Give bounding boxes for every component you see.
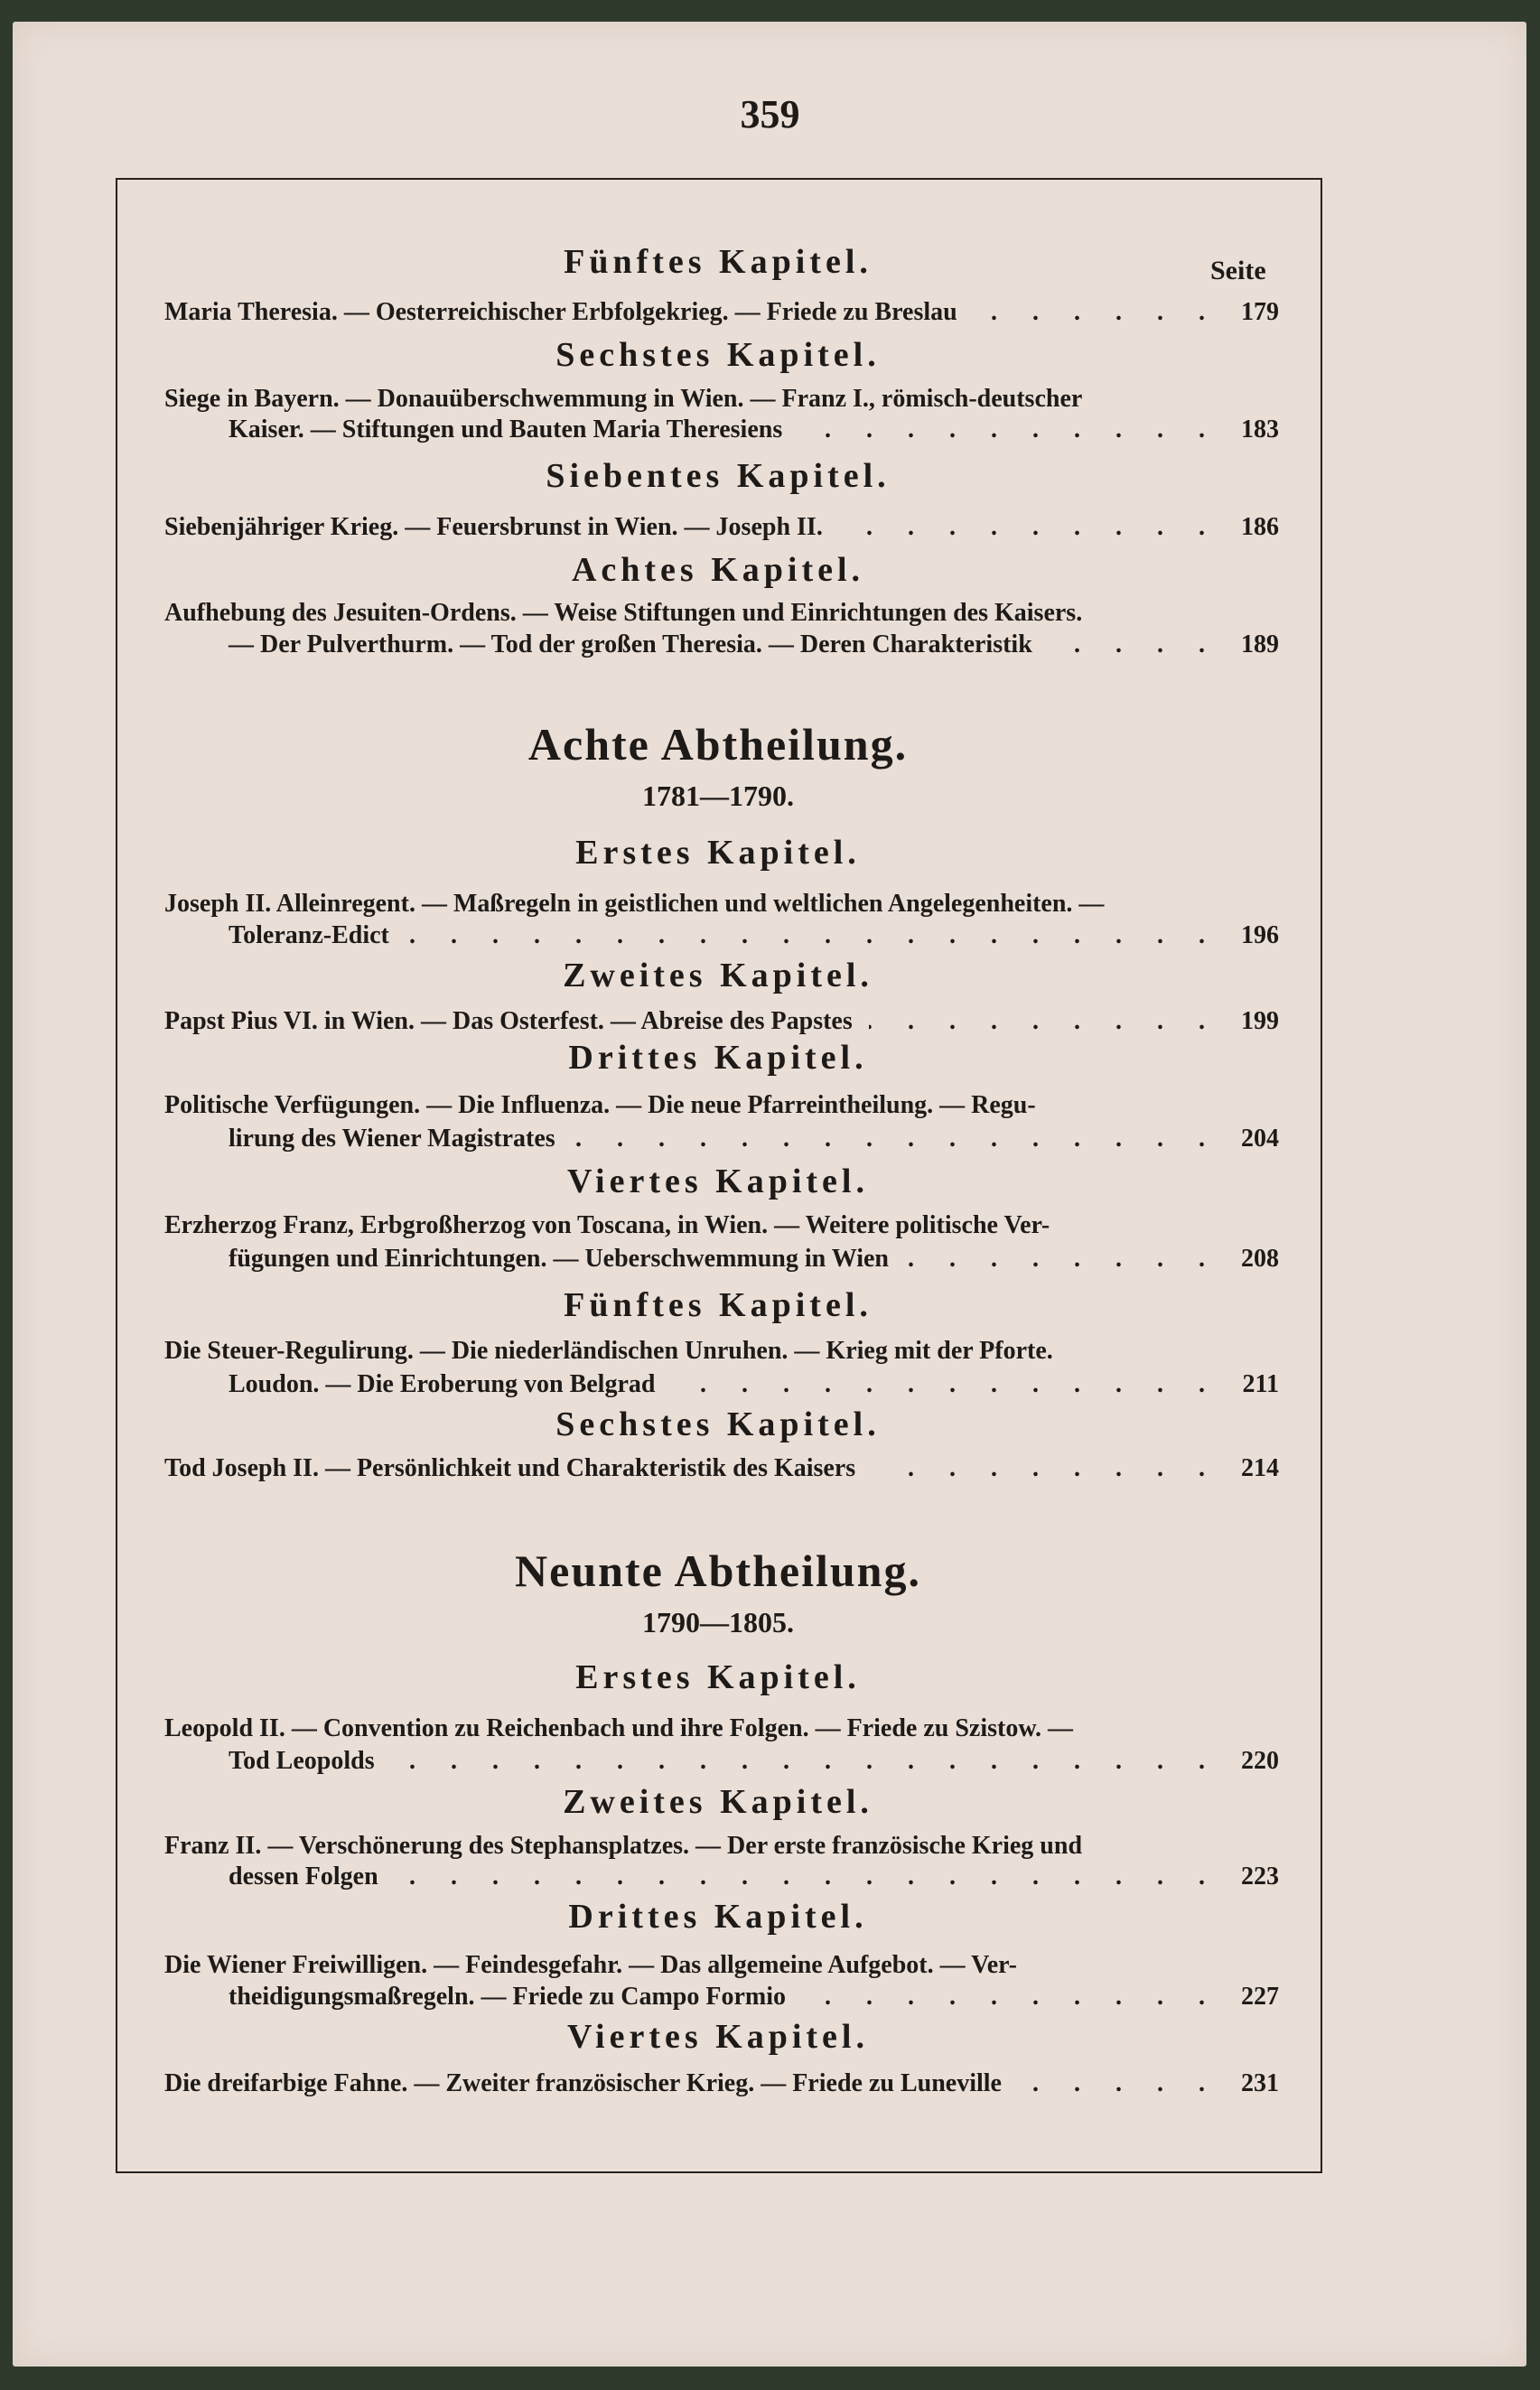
entry-text: Erzherzog Franz, Erbgroßherzog von Toscana, in Wien. — Weitere politische Ver- (164, 1211, 1050, 1239)
entry-text: fügungen und Einrichtungen. — Ueberschwemmung in Wien (229, 1245, 889, 1273)
section-title: Achte Abtheilung. (527, 719, 909, 770)
dot-leader (869, 1005, 1219, 1038)
entry-text: Politische Verfügungen. — Die Influenza. — Die neue Pfarreintheilung. — Regu- (164, 1091, 1036, 1119)
entry-page: 211 (1242, 1370, 1279, 1398)
toc-entry (164, 296, 1279, 329)
toc-entry (229, 1243, 1279, 1275)
toc-entry (164, 511, 1279, 544)
dot-leader (1018, 2068, 1219, 2100)
toc-entry (229, 1123, 1279, 1155)
dot-leader (974, 296, 1219, 329)
dot-leader (671, 1368, 1219, 1401)
entry-text: Tod Leopolds (229, 1747, 375, 1775)
section-title: Neunte Abtheilung. (515, 1545, 921, 1596)
chapter-heading: Fünftes Kapitel. (564, 1286, 873, 1324)
toc-entry (229, 920, 1279, 952)
entry-page: 196 (1241, 921, 1279, 949)
entry-text: Loudon. — Die Eroberung von Belgrad (229, 1370, 656, 1398)
chapter-heading: Drittes Kapitel. (568, 1898, 868, 1936)
section-years: 1781—1790. (642, 780, 794, 812)
chapter-heading: Siebentes Kapitel. (546, 457, 891, 495)
toc-entry-line (164, 597, 1279, 630)
entry-text: Die Wiener Freiwilligen. — Feindesgefahr. — Das allgemeine Aufgebot. — Ver- (164, 1951, 1017, 1979)
chapter-heading: Zweites Kapitel. (563, 1783, 873, 1821)
dot-leader (839, 511, 1219, 544)
chapter-heading: Zweites Kapitel. (563, 957, 873, 994)
toc-entry-line (164, 1089, 1279, 1122)
entry-page: 208 (1241, 1245, 1279, 1273)
chapter-heading: Viertes Kapitel. (567, 1162, 869, 1200)
toc-entry-line (164, 1949, 1279, 1982)
dot-leader (802, 1981, 1219, 2013)
toc-entry (164, 1005, 1279, 1038)
toc-entry (229, 1861, 1279, 1893)
entry-text: Kaiser. — Stiftungen und Bauten Maria Theresiens (229, 415, 783, 443)
entry-text: Siege in Bayern. — Donauüberschwemmung in Wien. — Franz I., römisch-deutscher (164, 385, 1083, 413)
entry-text: Maria Theresia. — Oesterreichischer Erbfolgekrieg. — Friede zu Breslau (164, 298, 957, 326)
dot-leader (872, 1452, 1219, 1485)
entry-page: 179 (1241, 298, 1279, 326)
entry-text: Leopold II. — Convention zu Reichenbach und ihre Folgen. — Friede zu Szistow. — (164, 1714, 1074, 1742)
dot-leader (798, 414, 1219, 446)
chapter-heading: Sechstes Kapitel. (555, 1405, 881, 1443)
chapter-heading: Drittes Kapitel. (568, 1039, 868, 1077)
section-years: 1790—1805. (642, 1606, 794, 1638)
toc-entry (164, 1452, 1279, 1485)
dot-leader (905, 1243, 1219, 1275)
dot-leader (395, 1861, 1219, 1893)
toc-entry (164, 2068, 1279, 2100)
entry-page: 220 (1241, 1747, 1279, 1775)
entry-text: — Der Pulverthurm. — Tod der großen Theresia. — Deren Charakteristik (229, 630, 1032, 658)
entry-text: Aufhebung des Jesuiten-Ordens. — Weise Stiftungen und Einrichtungen des Kaisers. (164, 599, 1083, 627)
entry-text: Die Steuer-Regulirung. — Die niederländischen Unruhen. — Krieg mit der Pforte. (164, 1337, 1053, 1365)
entry-text: Tod Joseph II. — Persönlichkeit und Charakteristik des Kaisers (164, 1454, 856, 1482)
entry-text: dessen Folgen (229, 1863, 378, 1891)
dot-leader (572, 1123, 1219, 1155)
page-number: 359 (740, 92, 800, 136)
entry-page: 183 (1241, 415, 1279, 443)
entry-text: Toleranz-Edict (229, 921, 389, 949)
toc-entry-line (164, 1713, 1279, 1745)
toc-entry (229, 629, 1279, 661)
entry-page: 227 (1241, 1983, 1279, 2011)
entry-text: theidigungsmaßregeln. — Friede zu Campo Formio (229, 1983, 787, 2011)
entry-page: 231 (1241, 2069, 1279, 2097)
entry-page: 186 (1241, 513, 1279, 541)
toc-entry-line (164, 1830, 1279, 1863)
toc-entry (229, 1745, 1279, 1778)
chapter-heading: Erstes Kapitel. (575, 834, 861, 872)
entry-page: 189 (1241, 630, 1279, 658)
entry-page: 223 (1241, 1863, 1279, 1891)
entry-page: 204 (1241, 1125, 1279, 1153)
toc-entry-line (164, 888, 1279, 920)
entry-text: Die dreifarbige Fahne. — Zweiter französischer Krieg. — Friede zu Luneville (164, 2069, 1002, 2097)
chapter-heading: Sechstes Kapitel. (555, 336, 881, 374)
toc-entry-line (164, 383, 1279, 415)
entry-text: lirung des Wiener Magistrates (229, 1125, 555, 1153)
chapter-heading: Fünftes Kapitel. (564, 243, 873, 281)
toc-entry-line (164, 1335, 1279, 1368)
toc-entry (229, 1981, 1279, 2013)
entry-page: 199 (1241, 1007, 1279, 1035)
chapter-heading: Erstes Kapitel. (575, 1658, 861, 1696)
entry-text: Siebenjähriger Krieg. — Feuersbrunst in Wien. — Joseph II. (164, 513, 823, 541)
dot-leader (1049, 629, 1219, 661)
toc-entry-line (164, 1209, 1279, 1242)
chapter-heading: Achtes Kapitel. (571, 551, 865, 589)
entry-text: Papst Pius VI. in Wien. — Das Osterfest. — Abreise des Papstes (164, 1007, 853, 1035)
toc-entry (229, 414, 1279, 446)
entry-text: Franz II. — Verschönerung des Stephansplatzes. — Der erste französische Krieg und (164, 1832, 1083, 1860)
entry-page: 214 (1241, 1454, 1279, 1482)
toc-entry (229, 1368, 1279, 1401)
chapter-heading: Viertes Kapitel. (567, 2018, 869, 2056)
entry-text: Joseph II. Alleinregent. — Maßregeln in geistlichen und weltlichen Angelegenheiten. — (164, 890, 1105, 918)
dot-leader (406, 920, 1219, 952)
page-column-label: Seite (1210, 256, 1266, 285)
dot-leader (391, 1745, 1219, 1778)
